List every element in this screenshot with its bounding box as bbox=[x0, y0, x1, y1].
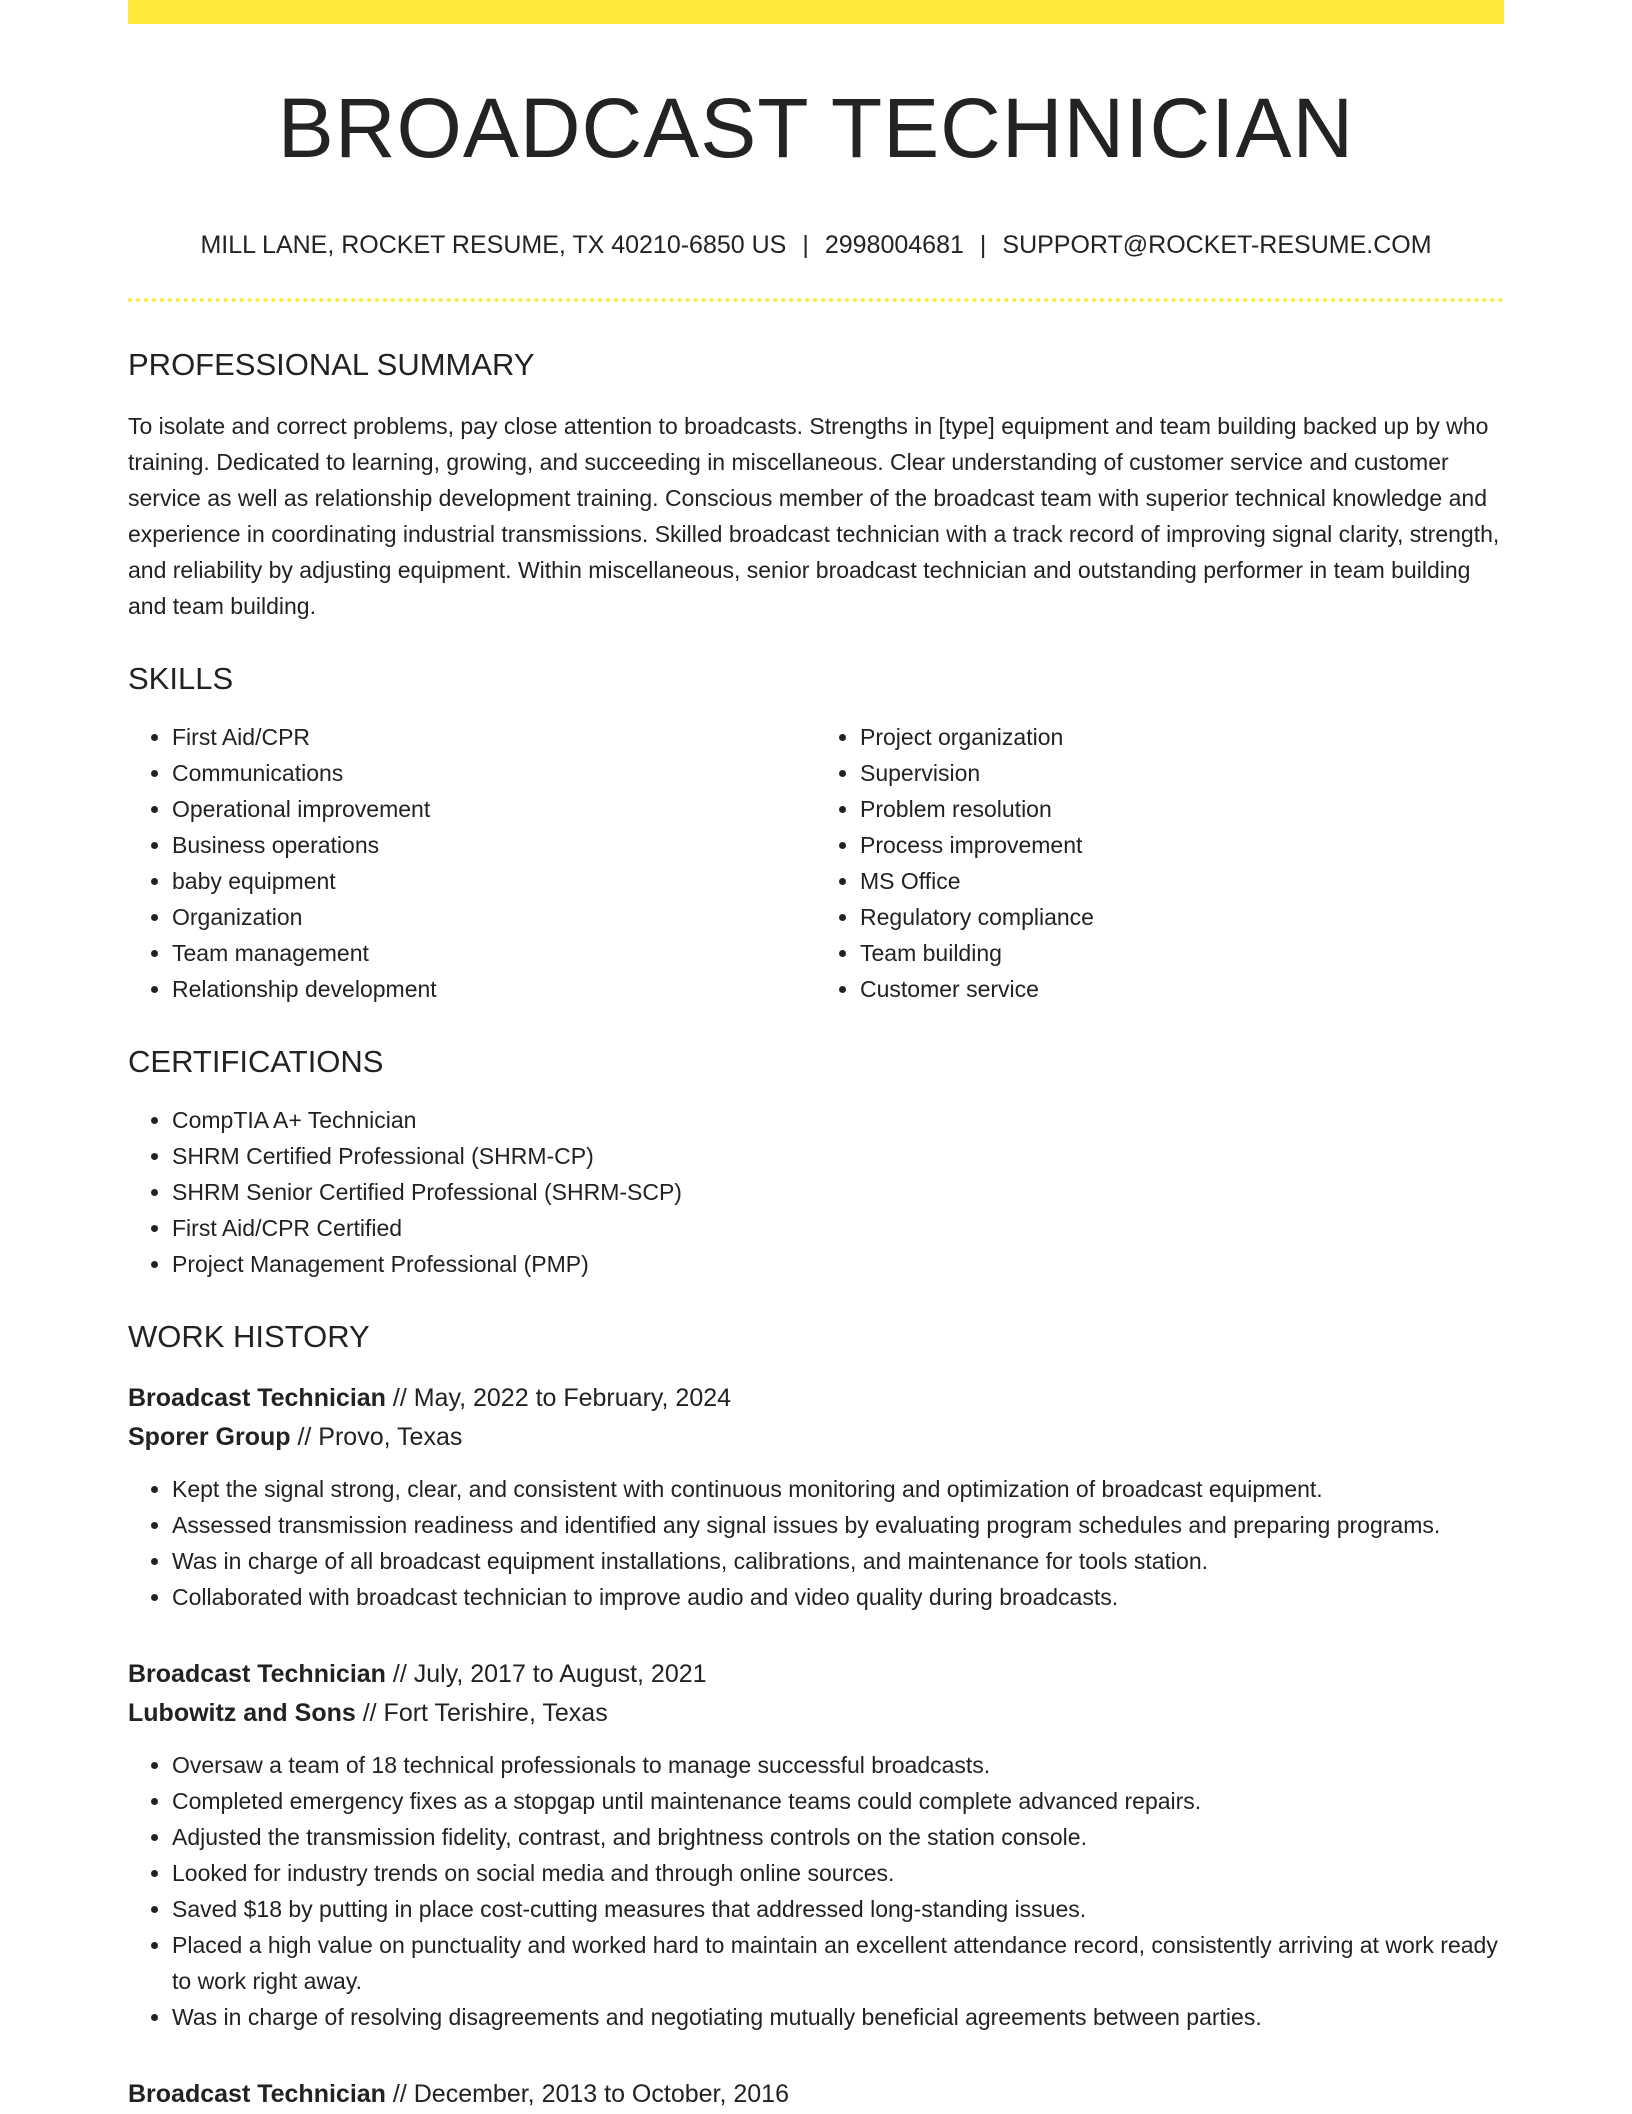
job-bullet: • Collaborated with broadcast technician to improve audio and video quality during broadcasts. bbox=[172, 1579, 1504, 1615]
skill-item: • Process improvement bbox=[860, 827, 1504, 863]
skill-item: • Business operations bbox=[172, 827, 816, 863]
skills-heading: SKILLS bbox=[128, 660, 234, 696]
skill-item: • Team building bbox=[860, 935, 1504, 971]
accent-top-bar bbox=[128, 0, 1504, 24]
contact-separator: | bbox=[802, 231, 809, 260]
skill-item: • Operational improvement bbox=[172, 791, 816, 827]
certification-item: • First Aid/CPR Certified bbox=[172, 1210, 1504, 1246]
certification-item: • CompTIA A+ Technician bbox=[172, 1102, 1504, 1138]
skill-item: • Organization bbox=[172, 899, 816, 935]
skill-item: • Team management bbox=[172, 935, 816, 971]
certification-item: • SHRM Senior Certified Professional (SHRM-SCP) bbox=[172, 1174, 1504, 1210]
certification-item: • Project Management Professional (PMP) bbox=[172, 1246, 1504, 1282]
contact-phone: 2998004681 bbox=[824, 231, 964, 260]
skill-item: • First Aid/CPR bbox=[172, 719, 816, 755]
job-location: // Provo, Texas bbox=[290, 1423, 463, 1452]
skill-item: • baby equipment bbox=[172, 863, 816, 899]
skill-item: • Relationship development bbox=[172, 971, 816, 1007]
job-bullet: • Adjusted the transmission fidelity, contrast, and brightness controls on the station console. bbox=[172, 1819, 1504, 1855]
job-title-line bbox=[128, 1379, 1504, 1418]
job-bullet: • Assessed transmission readiness and identified any signal issues by evaluating program schedules and preparing programs. bbox=[172, 1507, 1504, 1543]
job-company-line bbox=[128, 1694, 1504, 1733]
summary-heading: PROFESSIONAL SUMMARY bbox=[128, 347, 535, 383]
job-bullet: • Looked for industry trends on social media and through online sources. bbox=[172, 1855, 1504, 1891]
work-history-heading: WORK HISTORY bbox=[128, 1318, 370, 1354]
job-company: Lubowitz and Sons bbox=[128, 1699, 356, 1728]
skill-item: • Supervision bbox=[860, 755, 1504, 791]
contact-separator: | bbox=[979, 231, 987, 260]
job-title: Broadcast Technician bbox=[128, 1384, 386, 1413]
job-bullet: • Kept the signal strong, clear, and consistent with continuous monitoring and optimization of broadcast equipment. bbox=[172, 1471, 1504, 1507]
job-bullet: • Placed a high value on punctuality and worked hard to maintain an excellent attendance record, consistently arriving at work ready to work right away. bbox=[172, 1927, 1504, 1999]
job-bullets bbox=[128, 1471, 1504, 1615]
job-title-line bbox=[128, 2075, 1504, 2114]
certification-item: • SHRM Certified Professional (SHRM-CP) bbox=[172, 1138, 1504, 1174]
resume-name-title: BROADCAST TECHNICIAN bbox=[277, 81, 1355, 175]
job-bullet: • Saved $18 by putting in place cost-cutting measures that addressed long-standing issues. bbox=[172, 1891, 1504, 1927]
contact-line bbox=[128, 230, 1504, 260]
skill-item: • Customer service bbox=[860, 971, 1504, 1007]
job-title-line bbox=[128, 1655, 1504, 1694]
summary-text: To isolate and correct problems, pay close attention to broadcasts. Strengths in [type] equipment and team building backed up by who training. Dedicated to learning, growing, and succeeding in miscellaneous. Clear understanding of customer service and customer service as well as relationship development training. Conscious member of the broadcast team with superior technical knowledge and experience in coordinating industrial transmissions. Skilled broadcast technician with a track record of improving signal clarity, strength, and reliability by adjusting equipment. Within miscellaneous, senior broadcast technician and outstanding performer in team building and team building. bbox=[128, 412, 1500, 619]
certifications-heading: CERTIFICATIONS bbox=[128, 1043, 384, 1079]
skill-item: • MS Office bbox=[860, 863, 1504, 899]
job-title: Broadcast Technician bbox=[128, 1660, 386, 1689]
job-entry bbox=[128, 2075, 1504, 2114]
job-title: Broadcast Technician bbox=[128, 2080, 386, 2109]
job-entry bbox=[128, 1379, 1504, 1615]
certifications-list bbox=[128, 1102, 1504, 1282]
job-bullet: • Completed emergency fixes as a stopgap until maintenance teams could complete advanced repairs. bbox=[172, 1783, 1504, 1819]
resume-page bbox=[128, 0, 1504, 2114]
job-company-line bbox=[128, 1418, 1504, 1457]
skill-item: • Communications bbox=[172, 755, 816, 791]
job-bullets bbox=[128, 1747, 1504, 2035]
skill-item: • Problem resolution bbox=[860, 791, 1504, 827]
job-company: Sporer Group bbox=[128, 1423, 291, 1452]
job-bullet: • Was in charge of all broadcast equipment installations, calibrations, and maintenance for tools station. bbox=[172, 1543, 1504, 1579]
work-history-list bbox=[128, 1379, 1504, 2114]
job-dates: // May, 2022 to February, 2024 bbox=[385, 1384, 732, 1413]
job-dates: // December, 2013 to October, 2016 bbox=[385, 2080, 789, 2109]
dotted-divider bbox=[128, 298, 1504, 302]
job-bullet: • Oversaw a team of 18 technical professionals to manage successful broadcasts. bbox=[172, 1747, 1504, 1783]
job-entry bbox=[128, 1655, 1504, 2035]
skills-list-left bbox=[128, 719, 816, 1007]
skills-list-right bbox=[816, 719, 1504, 1007]
skill-item: • Regulatory compliance bbox=[860, 899, 1504, 935]
job-bullet: • Was in charge of resolving disagreements and negotiating mutually beneficial agreements between parties. bbox=[172, 1999, 1504, 2035]
job-dates: // July, 2017 to August, 2021 bbox=[385, 1660, 707, 1689]
skills-columns bbox=[128, 719, 1504, 1007]
job-location: // Fort Terishire, Texas bbox=[355, 1699, 608, 1728]
contact-email: SUPPORT@ROCKET-RESUME.COM bbox=[1002, 231, 1432, 260]
skill-item: • Project organization bbox=[860, 719, 1504, 755]
contact-address: MILL LANE, ROCKET RESUME, TX 40210-6850 US bbox=[200, 231, 787, 260]
